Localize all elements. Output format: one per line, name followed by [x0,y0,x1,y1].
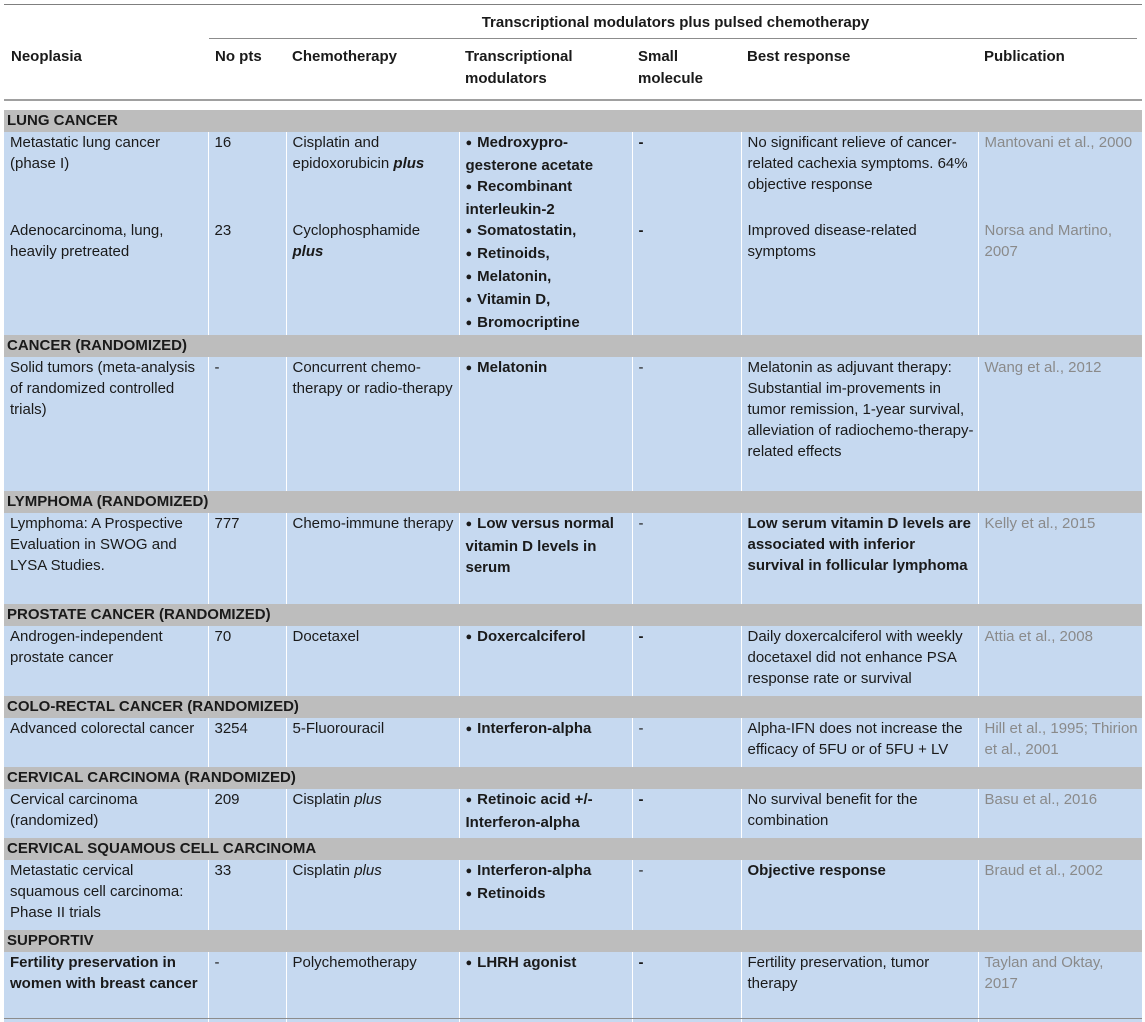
chemotherapy-suffix: plus [393,155,425,172]
data-table [4,110,1142,1022]
small-molecule-cell: - [632,513,741,604]
modulator-item: ● Vitamin D, [466,289,628,312]
chemotherapy-text: Cyclophosphamide [292,222,421,239]
modulators-cell [459,860,632,930]
publication-cell: Taylan and Oktay, 2017 [978,952,1142,1022]
chemotherapy-cell [286,513,459,604]
chemotherapy-text: Chemo-immune therapy [292,515,454,532]
patients-cell: - [208,952,286,1022]
small-molecule-cell: - [632,718,741,767]
modulators-cell [459,952,632,1022]
patients-cell: 209 [208,789,286,838]
chemotherapy-text: Docetaxel [292,628,360,645]
best-response-cell: Melatonin as adjuvant therapy: Substantial im-provements in tumor remission, 1-year survival, alleviation of radiochemo-therapy-related effects [741,357,978,491]
best-response-cell: Objective response [741,860,978,930]
col-header-no-pts: No pts [215,48,262,65]
small-molecule-cell: - [632,357,741,491]
modulators-cell [459,513,632,604]
table-row [4,220,1142,335]
neoplasia-cell: Cervical carcinoma (randomized) [4,789,208,838]
modulator-item: ● LHRH agonist [466,952,628,975]
patients-cell: 16 [208,132,286,220]
small-molecule-cell: - [632,952,741,1022]
best-response-cell: Fertility preservation, tumor therapy [741,952,978,1022]
modulator-item: ● Retinoic acid +/- Interferon-alpha [466,789,628,833]
spanning-header-rule [209,38,1137,39]
patients-cell: 23 [208,220,286,335]
table-row [4,513,1142,604]
col-header-publication: Publication [984,48,1065,65]
header-rule [4,99,1142,101]
chemotherapy-text: Cisplatin [292,862,351,879]
chemotherapy-cell [286,789,459,838]
modulator-item: ● Recombinant interleukin-2 [466,176,628,220]
section-title: CERVICAL CARCINOMA (RANDOMIZED) [4,767,1142,789]
neoplasia-cell: Metastatic lung cancer (phase I) [4,132,208,220]
neoplasia-cell: Adenocarcinoma, lung, heavily pretreated [4,220,208,335]
modulators-cell [459,357,632,491]
table-row [4,718,1142,767]
modulator-item: ● Retinoids, [466,243,628,266]
table-row [4,952,1142,1022]
section-title: COLO-RECTAL CANCER (RANDOMIZED) [4,696,1142,718]
best-response-cell: No significant relieve of cancer-related cachexia symptoms. 64% objective response [741,132,978,220]
section-header-row [4,491,1142,513]
section-header-row [4,838,1142,860]
neoplasia-cell: Lymphoma: A Prospective Evaluation in SWOG and LYSA Studies. [4,513,208,604]
table-row [4,860,1142,930]
table-row [4,626,1142,696]
table-row [4,357,1142,491]
modulator-item: ● Doxercalciferol [466,626,628,649]
modulator-item: ● Medroxypro-gesterone acetate [466,132,628,176]
section-header-row [4,930,1142,952]
modulators-cell [459,718,632,767]
modulators-cell [459,132,632,220]
section-title: CANCER (RANDOMIZED) [4,335,1142,357]
section-title: LUNG CANCER [4,110,1142,132]
patients-cell: - [208,357,286,491]
section-header-row [4,696,1142,718]
modulators-cell [459,220,632,335]
chemotherapy-text: Concurrent chemo-therapy or radio-therapy [292,359,453,397]
best-response-cell: Daily doxercalciferol with weekly docetaxel did not enhance PSA response rate or survival [741,626,978,696]
table-row [4,789,1142,838]
section-title: SUPPORTIV [4,930,1142,952]
modulator-item: ● Melatonin [466,357,628,380]
modulators-cell [459,789,632,838]
chemotherapy-text: 5-Fluorouracil [292,720,385,737]
best-response-cell: Low serum vitamin D levels are associated with inferior survival in follicular lymphoma [741,513,978,604]
modulator-item: ● Interferon-alpha [466,718,628,741]
best-response-cell: No survival benefit for the combination [741,789,978,838]
neoplasia-cell: Advanced colorectal cancer [4,718,208,767]
publication-cell: Braud et al., 2002 [978,860,1142,930]
publication-cell: Norsa and Martino, 2007 [978,220,1142,335]
publication-cell: Hill et al., 1995; Thirion et al., 2001 [978,718,1142,767]
neoplasia-cell: Metastatic cervical squamous cell carcinoma: Phase II trials [4,860,208,930]
col-header-small-molecule: Small molecule [638,48,704,87]
section-header-row [4,335,1142,357]
modulator-item: ● Somatostatin, [466,220,628,243]
patients-cell: 3254 [208,718,286,767]
col-header-neoplasia: Neoplasia [11,48,82,65]
modulator-item: ● Low versus normal vitamin D levels in serum [466,513,628,578]
small-molecule-cell: - [632,626,741,696]
modulator-item: ● Melatonin, [466,266,628,289]
modulator-item: ● Retinoids [466,883,628,906]
col-header-best-response: Best response [747,48,851,65]
patients-cell: 33 [208,860,286,930]
chemotherapy-suffix: plus [354,862,382,879]
patients-cell: 70 [208,626,286,696]
chemotherapy-cell [286,132,459,220]
col-header-transcriptional-modulators: Transcriptional modulators [465,48,573,87]
publication-cell: Mantovani et al., 2000 [978,132,1142,220]
best-response-cell: Alpha-IFN does not increase the efficacy of 5FU or of 5FU + LV [741,718,978,767]
modulator-item: ● Interferon-alpha [466,860,628,883]
bottom-rule [4,1018,1142,1019]
chemotherapy-suffix: plus [354,791,382,808]
section-title: PROSTATE CANCER (RANDOMIZED) [4,604,1142,626]
section-title: CERVICAL SQUAMOUS CELL CARCINOMA [4,838,1142,860]
chemotherapy-cell [286,626,459,696]
section-title: LYMPHOMA (RANDOMIZED) [4,491,1142,513]
publication-cell: Kelly et al., 2015 [978,513,1142,604]
chemotherapy-suffix: plus [292,243,324,260]
modulator-item: ● Bromocriptine [466,312,628,335]
chemotherapy-cell [286,860,459,930]
chemotherapy-text: Cisplatin [292,791,351,808]
small-molecule-cell: - [632,220,741,335]
col-header-chemotherapy: Chemotherapy [292,48,398,65]
small-molecule-cell: - [632,789,741,838]
section-header-row [4,604,1142,626]
best-response-cell: Improved disease-related symptoms [741,220,978,335]
chemotherapy-text: Polychemotherapy [292,954,417,971]
modulators-cell [459,626,632,696]
chemotherapy-cell [286,718,459,767]
publication-cell: Wang et al., 2012 [978,357,1142,491]
chemotherapy-text: Cisplatin and epidoxorubicin [292,134,390,172]
neoplasia-cell: Solid tumors (meta-analysis of randomized controlled trials) [4,357,208,491]
spanning-header: Transcriptional modulators plus pulsed chemotherapy [481,14,870,31]
chemotherapy-cell [286,357,459,491]
chemotherapy-cell [286,952,459,1022]
top-rule [4,4,1142,5]
publication-cell: Attia et al., 2008 [978,626,1142,696]
publication-cell: Basu et al., 2016 [978,789,1142,838]
table-row [4,132,1142,220]
patients-cell: 777 [208,513,286,604]
small-molecule-cell: - [632,860,741,930]
small-molecule-cell: - [632,132,741,220]
chemotherapy-cell [286,220,459,335]
neoplasia-cell: Fertility preservation in women with breast cancer [4,952,208,1022]
section-header-row [4,110,1142,132]
neoplasia-cell: Androgen-independent prostate cancer [4,626,208,696]
section-header-row [4,767,1142,789]
